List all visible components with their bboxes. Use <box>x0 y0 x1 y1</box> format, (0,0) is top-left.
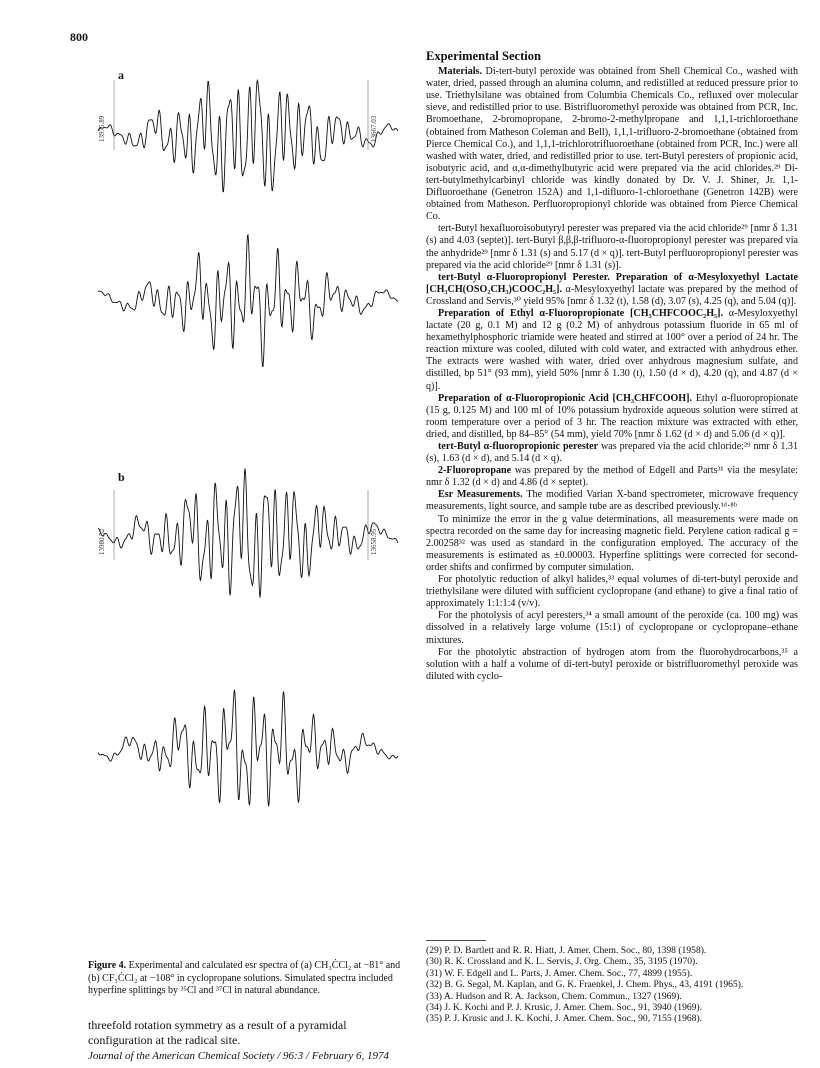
reference-31: (31) W. F. Edgell and L. Parts, J. Amer. Chem. Soc., 77, 4899 (1955). <box>426 967 693 979</box>
paragraph-materials <box>426 66 798 223</box>
left-column-continuation: threefold rotation symmetry as a result of a pyramidal configuration at the radical site. <box>88 1018 347 1047</box>
figure-4 <box>88 50 418 930</box>
paragraph-text: To minimize the error in the g value determinations, all measurements were made on spectra recorded on the same day for increasing magnetic field. Perylene cation radical g = 2.00258³² was used as standard in the configuration employed. The accuracy of the measurements is estimated as ±0.00003. Hyperfine splittings were corrected for second-order shifts and confirmed by computer simulation. <box>426 513 798 573</box>
section-title: Experimental Section <box>426 49 541 63</box>
paragraph-text: For photolytic reduction of alkyl halides,³³ equal volumes of di-tert-butyl peroxide and triethylsilane were diluted with sufficient cyclopropane (and ethane) to give a final ratio of approximately 1:1:1:4 (v/v). <box>426 574 798 610</box>
reference-29: (29) P. D. Bartlett and R. R. Hiatt, J. Amer. Chem. Soc., 80, 1398 (1958). <box>426 945 707 956</box>
paragraph-text: α-Mesyloxyethyl lactate (20 g, 0.1 M) and 12 g (0.2 M) of anhydrous potassium fluoride in 65 ml of hexamethylphosphoric triamide were heated and stirred at 100° over a period of 24 hr. The reaction mixture was cooled, diluted with cold water, and extracted with anhydrous ether. The extracts were washed with water, dried over anhydrous magnesium sulfate, and distilled, bp 51° (93 mm), yield 50% [nmr δ 1.30 (t), 1.50 (d × d), 4.20 (q), and 4.87 (d × q)]. <box>426 307 798 392</box>
peak-label-a-right: 13667.03 <box>370 115 378 142</box>
paragraph-ethyl-fluoropropionate <box>426 308 798 393</box>
paragraph-fluoropropionic-acid <box>426 393 798 441</box>
paragraph-mesyloxy <box>426 272 798 308</box>
paragraph-text: For the photolytic abstraction of hydrogen atom from the fluorohydrocarbons,³⁵ a solution with a half a volume of di-tert-butyl peroxide or bistrifluoromethyl peroxide was diluted with cyclo- <box>426 646 798 682</box>
spectrum-b-experimental <box>98 468 398 597</box>
paragraph-fluoropropionic-perester <box>426 441 798 465</box>
peak-label-b-left: 13980.52 <box>98 528 106 555</box>
panel-label-b: b <box>118 470 125 484</box>
paragraph-lead: 2-Fluoropropane <box>438 465 512 477</box>
paragraph-lead: Preparation of Ethyl α-Fluoropropionate [CH₃CHFCOOC₂H₅]. <box>438 307 723 319</box>
paragraph-lead: Esr Measurements. <box>438 489 523 501</box>
reference-30: (30) R. K. Crossland and K. L. Servis, J. Org. Chem., 35, 3195 (1970). <box>426 956 698 968</box>
paragraph-text: α-Mesyloxyethyl lactate was prepared by the method of Crossland and Servis,³⁰ yield 95% [nmr δ 1.32 (t), 1.58 (d), 3.07 (s), 4.25 (q), and 5.04 (q)]. <box>426 283 798 307</box>
paragraph-hydrogen-abstraction <box>426 647 798 683</box>
paragraph-text: was prepared by the method of Edgell and Parts³¹ via the mesylate: nmr δ 1.32 (d × d) and 4.86 (d × septet). <box>426 465 798 489</box>
paragraph-lead: Materials. <box>438 66 483 78</box>
paragraph-fluoropropane <box>426 465 798 489</box>
panel-label-a: a <box>118 68 124 82</box>
reference-33: (33) A. Hudson and R. A. Jackson, Chem. Commun., 1327 (1969). <box>426 990 682 1002</box>
figure-caption <box>88 960 403 998</box>
spectrum-a-calculated <box>98 235 398 367</box>
paragraph-g-value <box>426 514 798 574</box>
caption-label: Figure 4. <box>88 960 127 971</box>
paragraph-text: For the photolysis of acyl peresters,³⁴ a small amount of the peroxide (ca. 100 mg) was dissolved in a relatively large volume (15:1) of cyclopropane or cyclopropane–ethane mixtures. <box>426 610 798 646</box>
spectrum-a-experimental <box>98 80 398 191</box>
reference-34: (34) J. K. Kochi and P. J. Krusic, J. Amer. Chem. Soc., 91, 3940 (1969). <box>426 1002 703 1014</box>
caption-text: Experimental and calculated esr spectra of (a) CH₃ĊCl₂ at −81° and (b) CF₃ĊCl₂ at −108° in cyclopropane solutions. Simulated spectra included hyperfine splittings by ³⁵Cl and ³⁷Cl in natural abundance. <box>88 960 401 996</box>
reference-32: (32) B. G. Segal, M. Kaplan, and G. K. Fraenkel, J. Chem. Phys., 43, 4191 (1965). <box>426 979 744 991</box>
paragraph-lead: tert-Butyl α-Fluoropropionyl Perester. Preparation of α-Mesyloxyethyl Lactate [CH₃CH(OSO₂CH₃)COOC₂H₅]. <box>426 271 798 295</box>
paragraph-perester <box>426 223 798 271</box>
paragraph-text: The modified Varian X-band spectrometer, microwave frequency measurements, light source, and sample tube are as described previously.¹ᵈ·⁸ᵇ <box>426 489 799 513</box>
references <box>426 945 798 1025</box>
paragraph-esr <box>426 489 798 513</box>
paragraph-text: Di-tert-butyl peroxide was obtained from Shell Chemical Co., washed with water, dried, passed through an alumina column, and redistilled at reduced pressure prior to use. Triethylsilane was obtained from Columbia Chemicals Co., refluxed over molecular sieve, and redistilled prior to use. Bistrifluoromethyl peroxide was obtained from PCR, Inc. Bromoethane, 2-bromopropane, 2-bromo-2-methylpropane and 1,1,1-trichloroethane (obtained from Matheson Coleman and Bell), 1,1,1-trifluoro-2-bromoethane (obtained from Pierce Chemical Co.), and 1,1,1-trichlorotrifluoroethane (obtained from PCR, Inc.) were all washed with water, dried, and redistilled prior to use. tert-Butyl peresters of propionic acid, isobutyric acid, and α,α-dimethylbutyric acid were prepared via the acid chlorides.²⁹ Di-tert-butylmethylcarbinyl chloride was kindly donated by Dr. V. J. Shiner, Jr. 1,1-Difluoroethane (Genetron 152A) and 1,1-difluoro-1-chloroethane (Genetron 142B) were obtained from Matheson. Perfluoropropionyl chloride was obtained from Pierce Chemical Co. <box>426 66 798 223</box>
references-rule <box>426 940 486 941</box>
paragraph-text: was prepared via the acid chloride:²⁹ nmr δ 1.31 (s), 1.63 (d × d), and 5.14 (d × q). <box>426 441 798 465</box>
paragraph-acyl-peresters <box>426 610 798 646</box>
paragraph-text: tert-Butyl hexafluoroisobutyryl perester was prepared via the acid chloride²⁹ [nmr δ 1.31 (s) and 4.03 (septet)]. tert-Butyl β,β,β-trifluoro-α-fluoropropionyl perester was prepared via the anhydride²⁹ [nmr δ 1.31 (s) and 5.17 (d × q)]. tert-Butyl perfluoropropionyl perester was prepared via the acid chloride²⁹ [nmr δ 1.31 (s)]. <box>426 223 798 271</box>
page-number: 800 <box>70 30 88 44</box>
paragraph-text: Ethyl α-fluoropropionate (15 g, 0.125 M) and 100 ml of 10% potassium hydroxide aqueous solution were stirred at room temperature over a period of 3 hr. The reaction mixture was extracted with ether, dried, and distilled, bp 84–85° (54 mm), yield 70% [nmr δ 1.62 (d × d) and 5.06 (d × q)]. <box>426 392 798 440</box>
reference-35: (35) P. J. Krusic and J. K. Kochi, J. Amer. Chem. Soc., 90, 7155 (1968). <box>426 1013 703 1025</box>
paragraph-lead: Preparation of α-Fluoropropionic Acid [CH₃CHFCOOH]. <box>438 392 693 404</box>
paragraph-photolytic-reduction <box>426 574 798 610</box>
journal-footer: Journal of the American Chemical Society / 96:3 / February 6, 1974 <box>88 1050 390 1062</box>
spectrum-b-calculated <box>98 690 398 807</box>
experimental-section <box>426 50 798 683</box>
esr-spectra-svg <box>88 50 418 930</box>
paragraph-lead: tert-Butyl α-fluoropropionic perester <box>438 441 599 452</box>
peak-label-b-right: 13658.95 <box>370 528 378 555</box>
peak-label-a-left: 13975.89 <box>98 115 106 142</box>
